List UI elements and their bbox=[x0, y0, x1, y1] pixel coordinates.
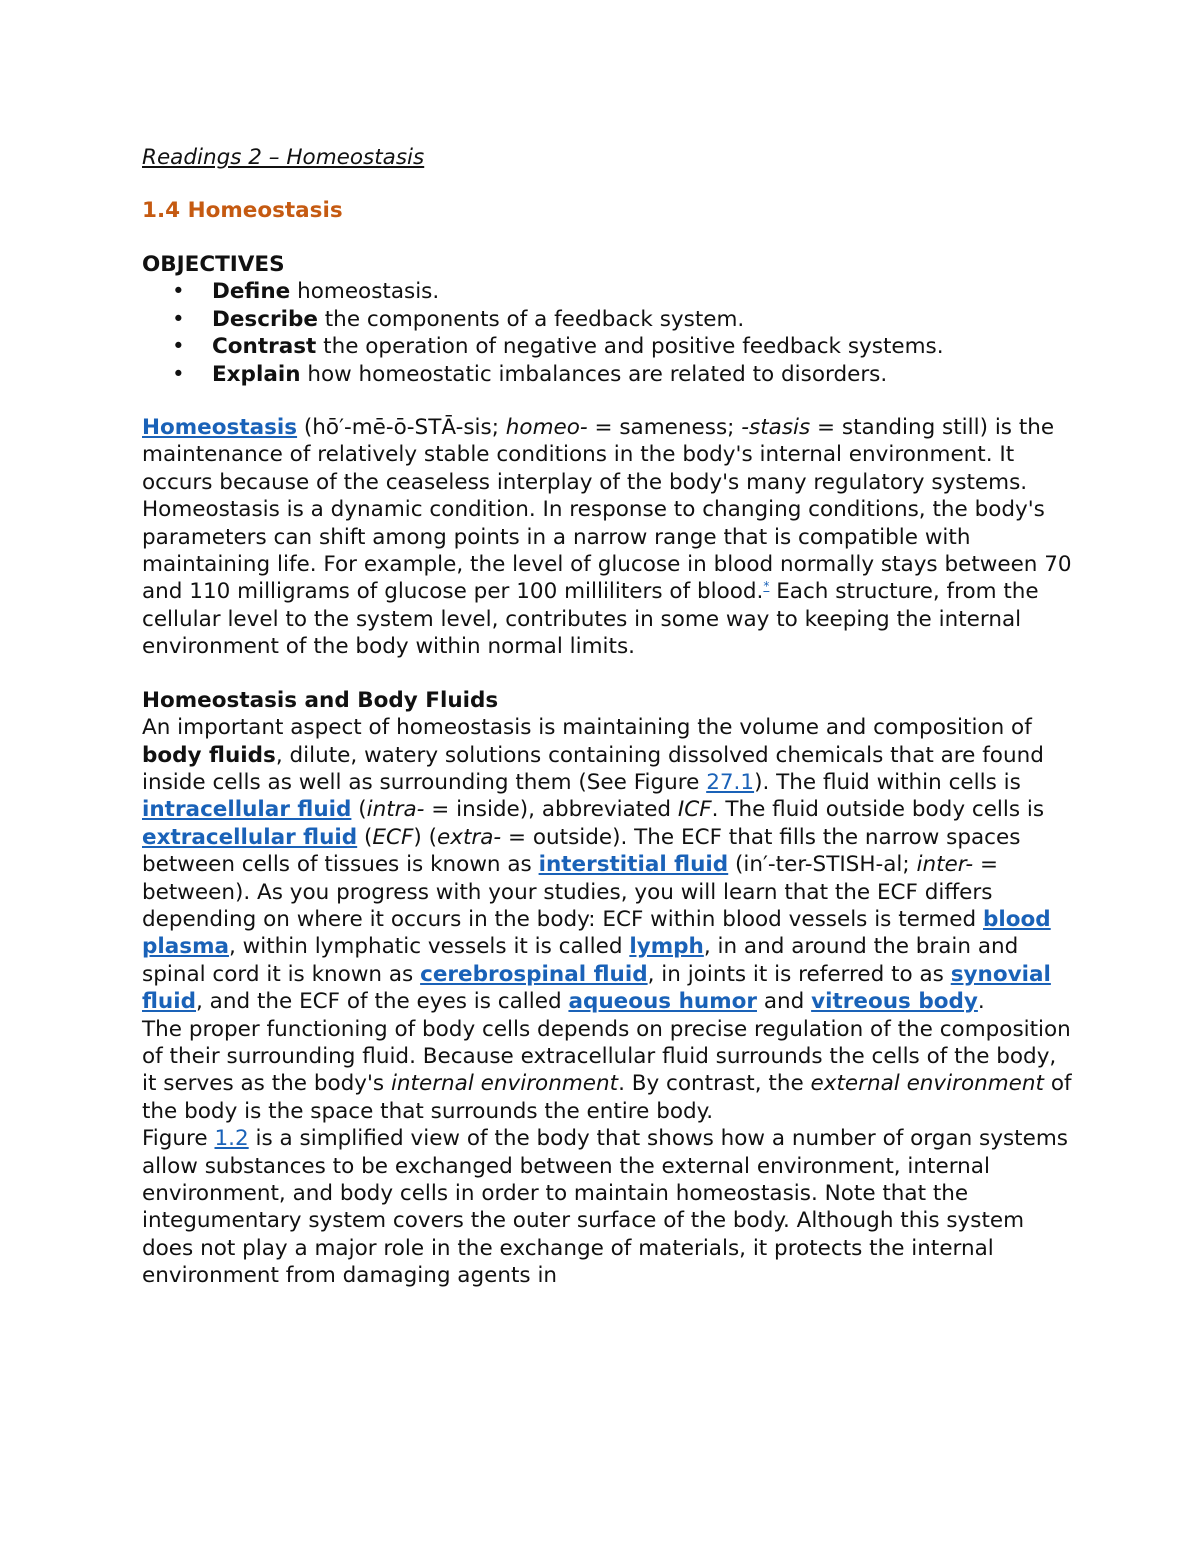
document-title: Readings 2 – Homeostasis bbox=[142, 145, 425, 170]
text-run: inter- bbox=[916, 852, 974, 878]
bullet-icon: • bbox=[172, 306, 185, 332]
term-link-blood-plasma[interactable]: blood plasma bbox=[142, 906, 1051, 960]
text-run: = sameness; bbox=[587, 415, 742, 441]
objective-item bbox=[142, 333, 1072, 360]
bullet-icon: • bbox=[172, 279, 185, 305]
bullet-icon: • bbox=[172, 361, 185, 387]
text-run: , in and around the brain and spinal cord it is known as bbox=[142, 934, 1019, 987]
text-run: = inside), abbreviated bbox=[424, 797, 678, 823]
text-run: , and the ECF of the eyes is called bbox=[196, 989, 569, 1015]
text-run: ) ( bbox=[413, 824, 438, 850]
term-link-cerebrospinal-fluid[interactable]: cerebrospinal fluid bbox=[420, 961, 648, 987]
text-run: = between). As you progress with your studies, you will learn that the ECF differs depending on where it occurs in the body: ECF within blood vessels is termed bbox=[142, 852, 999, 932]
text-run: -stasis bbox=[741, 415, 811, 441]
figure-paragraph bbox=[142, 1125, 1072, 1289]
text-run: = standing still) is the maintenance of relatively stable conditions in the body's internal environment. It occurs because of the ceaseless interplay of the body's many regulatory systems. Homeostasis is a dynamic condition. In response to changing conditions, the body's parameters can shift among points in a narrow range that is compatible with maintaining life. For example, the level of glucose in blood normally stays between 70 and 110 milligrams of glucose per 100 milliliters of blood. bbox=[142, 415, 1072, 605]
term-link-vitreous-body[interactable]: vitreous body bbox=[811, 989, 978, 1015]
bullet-icon: • bbox=[172, 334, 185, 360]
text-run: intra- bbox=[366, 797, 425, 823]
text-run: of the body is the space that surrounds the entire body. bbox=[142, 1071, 1072, 1124]
text-run: Figure bbox=[142, 1126, 215, 1152]
text-run: external environment bbox=[810, 1071, 1044, 1097]
text-run: . bbox=[977, 989, 985, 1015]
text-run: , in joints it is referred to as bbox=[647, 961, 951, 987]
objective-item bbox=[142, 361, 1072, 388]
text-run: An important aspect of homeostasis is maintaining the volume and composition of bbox=[142, 715, 1032, 741]
intro-paragraph bbox=[142, 414, 1072, 661]
bold-term: body fluids bbox=[142, 742, 276, 768]
text-run: (hō′-mē-ō-STĀ-sis; bbox=[297, 415, 506, 441]
term-link-extracellular-fluid[interactable]: extracellular fluid bbox=[142, 824, 358, 850]
text-run: The proper functioning of body cells depends on precise regulation of the composition of their surrounding fluid. Because extracellular fluid surrounds the cells of the body, it serves as the body's bbox=[142, 1016, 1071, 1097]
environment-paragraph bbox=[142, 1016, 1072, 1126]
text-run: and bbox=[756, 989, 812, 1015]
text-run: (in′-ter-STISH-al; bbox=[728, 852, 917, 878]
objective-text: how homeostatic imbalances are related to disorders. bbox=[300, 361, 888, 387]
objectives-list bbox=[142, 278, 1072, 388]
objective-verb: Contrast bbox=[212, 334, 317, 360]
section-heading: 1.4 Homeostasis bbox=[142, 198, 343, 223]
objective-text: the components of a feedback system. bbox=[317, 306, 745, 332]
objective-text: the operation of negative and positive feedback systems. bbox=[316, 334, 944, 360]
objective-item bbox=[142, 278, 1072, 305]
objective-verb: Define bbox=[212, 279, 291, 305]
objective-item bbox=[142, 306, 1072, 333]
text-run: Each structure, from the cellular level to the system level, contributes in some way to keeping the internal environment of the body within normal limits. bbox=[142, 579, 1039, 660]
text-run: . By contrast, the bbox=[618, 1071, 811, 1097]
term-link-homeostasis[interactable]: Homeostasis bbox=[142, 415, 298, 441]
document-page bbox=[142, 144, 1072, 1290]
body-fluids-paragraph bbox=[142, 714, 1072, 1015]
text-run: , dilute, watery solutions containing dissolved chemicals that are found inside cells as well as surrounding them (See Figure bbox=[142, 742, 1044, 795]
term-link-aqueous-humor[interactable]: aqueous humor bbox=[568, 989, 757, 1015]
term-link-intracellular-fluid[interactable]: intracellular fluid bbox=[142, 797, 352, 823]
text-run: ( bbox=[351, 797, 367, 823]
text-run: ICF bbox=[677, 797, 712, 823]
text-run: = outside). The ECF that fills the narrow spaces between cells of tissues is known as bbox=[142, 824, 1021, 878]
text-run: . The fluid outside body cells is bbox=[711, 797, 1045, 823]
text-run: ECF bbox=[372, 824, 414, 850]
figure-link-1-2[interactable]: 1.2 bbox=[214, 1126, 249, 1152]
footnote-link[interactable]: * bbox=[763, 579, 770, 594]
subsection-heading: Homeostasis and Body Fluids bbox=[142, 687, 499, 713]
text-run: , within lymphatic vessels it is called bbox=[228, 934, 630, 960]
term-link-interstitial-fluid[interactable]: interstitial fluid bbox=[538, 852, 729, 878]
objective-verb: Explain bbox=[212, 361, 301, 387]
text-run: internal environment bbox=[390, 1071, 619, 1097]
figure-link-27-1[interactable]: 27.1 bbox=[706, 769, 755, 795]
text-run: extra- bbox=[437, 824, 502, 850]
text-run: is a simplified view of the body that shows how a number of organ systems allow substances to be exchanged between the external environment, internal environment, and body cells in order to maintain homeostasis. Note that the integumentary system covers the outer surface of the body. Although this system does not play a major role in the exchange of materials, it protects the internal environment from damaging agents in bbox=[142, 1126, 1068, 1289]
term-link-synovial-fluid[interactable]: synovial fluid bbox=[142, 961, 1051, 1015]
objective-text: homeostasis. bbox=[290, 279, 440, 305]
objectives-label: OBJECTIVES bbox=[142, 252, 285, 277]
text-run: ( bbox=[357, 824, 373, 850]
text-run: ). The fluid within cells is bbox=[754, 769, 1021, 795]
term-link-lymph[interactable]: lymph bbox=[629, 934, 704, 960]
text-run: homeo- bbox=[505, 415, 588, 441]
objective-verb: Describe bbox=[212, 306, 318, 332]
